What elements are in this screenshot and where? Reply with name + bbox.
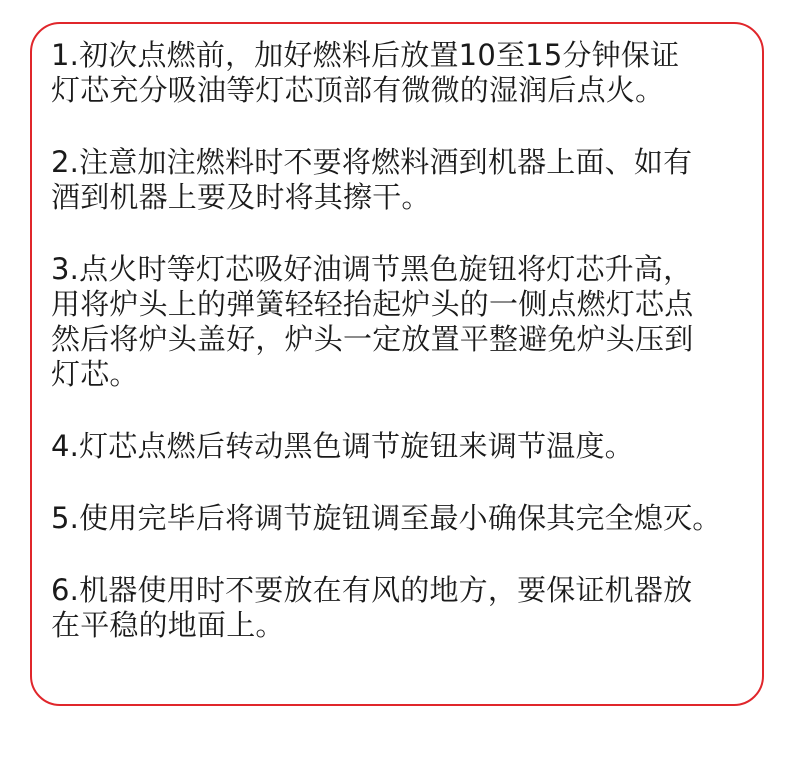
instruction-item-1 <box>51 38 763 108</box>
instruction-item-4 <box>51 429 763 464</box>
instruction-item-2 <box>51 145 763 215</box>
instruction-5-line-1: 5.使用完毕后将调节旋钮调至最小确保其完全熄灭。 <box>51 501 722 535</box>
instructions-list <box>51 38 763 643</box>
instruction-6-line-2: 在平稳的地面上。 <box>51 608 285 642</box>
instruction-3-line-2: 用将炉头上的弹簧轻轻抬起炉头的一侧点燃灯芯点 <box>51 287 694 321</box>
instruction-4-line-1: 4.灯芯点燃后转动黑色调节旋钮来调节温度。 <box>51 429 634 463</box>
instruction-1-line-2: 灯芯充分吸油等灯芯顶部有微微的湿润后点火。 <box>51 73 665 107</box>
instruction-2-line-2: 酒到机器上要及时将其擦干。 <box>51 180 431 214</box>
instruction-item-3 <box>51 252 763 392</box>
instruction-item-6 <box>51 573 763 643</box>
instruction-3-line-1: 3.点火时等灯芯吸好油调节黑色旋钮将灯芯升高， <box>51 252 693 286</box>
instruction-2-line-1: 2.注意加注燃料时不要将燃料酒到机器上面、如有 <box>51 145 693 179</box>
instruction-6-line-1: 6.机器使用时不要放在有风的地方，要保证机器放 <box>51 573 693 607</box>
instruction-3-line-3: 然后将炉头盖好，炉头一定放置平整避免炉头压到 <box>51 322 694 356</box>
instruction-1-line-1: 1.初次点燃前，加好燃料后放置10至15分钟保证 <box>51 38 680 72</box>
instruction-3-line-4: 灯芯。 <box>51 357 139 391</box>
instruction-item-5 <box>51 501 763 536</box>
